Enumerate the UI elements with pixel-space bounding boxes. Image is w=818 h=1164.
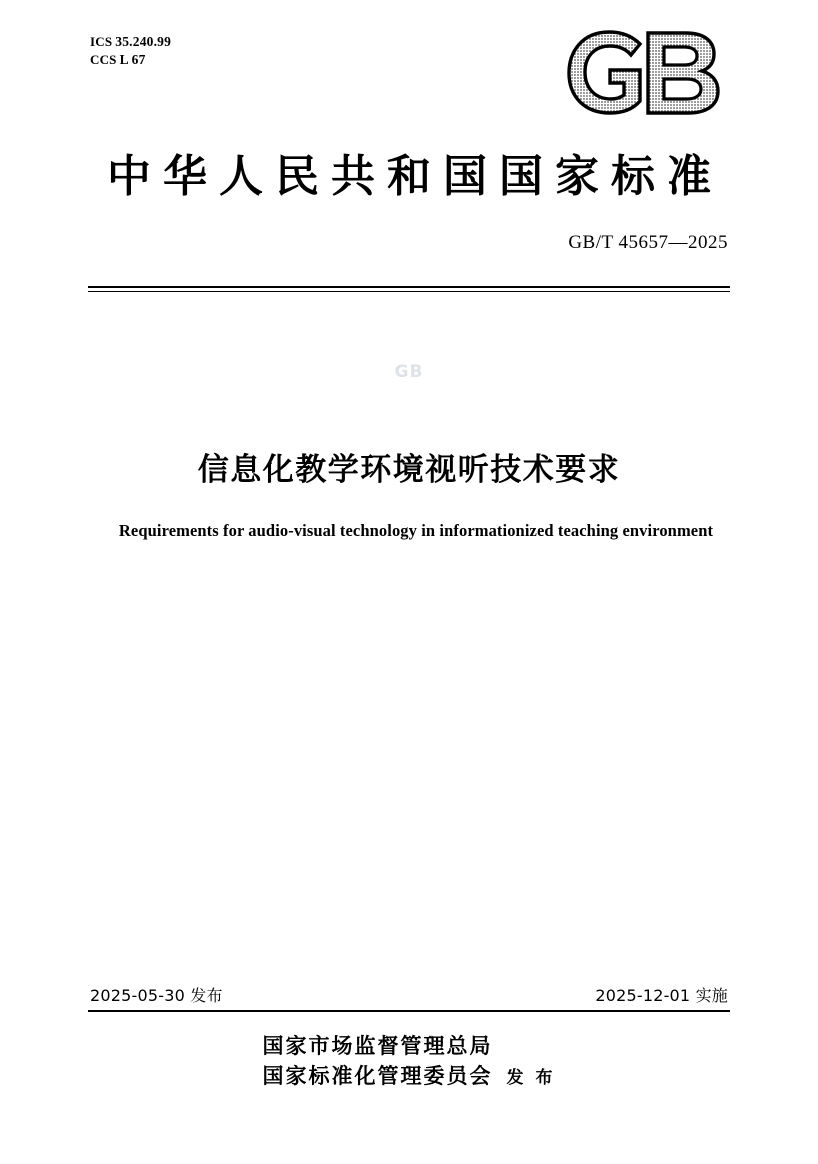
- implementation-date: 2025-12-01 实施: [595, 986, 728, 1005]
- classification-codes: [90, 33, 171, 69]
- publisher-line-1: 国家市场监督管理总局: [262, 1034, 493, 1058]
- watermark-text: GB: [394, 362, 424, 382]
- ics-label: ICS: [90, 34, 113, 49]
- standard-number: GB/T 45657—2025: [568, 232, 728, 253]
- divider-top-thin: [88, 291, 730, 292]
- ics-value: 35.240.99: [115, 34, 172, 49]
- publisher-names: [263, 1032, 493, 1092]
- publisher-line-2: 国家标准化管理委员会: [262, 1063, 493, 1088]
- divider-top-thick: [88, 286, 730, 288]
- ccs-value: L 67: [119, 52, 146, 68]
- ccs-label: CCS: [90, 52, 117, 68]
- gb-national-standard-emblem-icon: [562, 26, 730, 118]
- publisher-issue-label: 发 布: [506, 1067, 556, 1088]
- page-title-chinese: 信息化教学环境视听技术要求: [197, 452, 621, 488]
- issue-date: 2025-05-30 发布: [90, 986, 223, 1005]
- ccs-code-line: [90, 51, 171, 69]
- page-title-english: Requirements for audio-visual technology in informationized teaching environment: [118, 521, 714, 540]
- divider-bottom-thick: [88, 1010, 730, 1012]
- ics-code-line: [90, 33, 171, 51]
- publisher-block: [0, 1032, 818, 1092]
- national-standard-title: 中华人民共和国国家标准: [107, 151, 723, 202]
